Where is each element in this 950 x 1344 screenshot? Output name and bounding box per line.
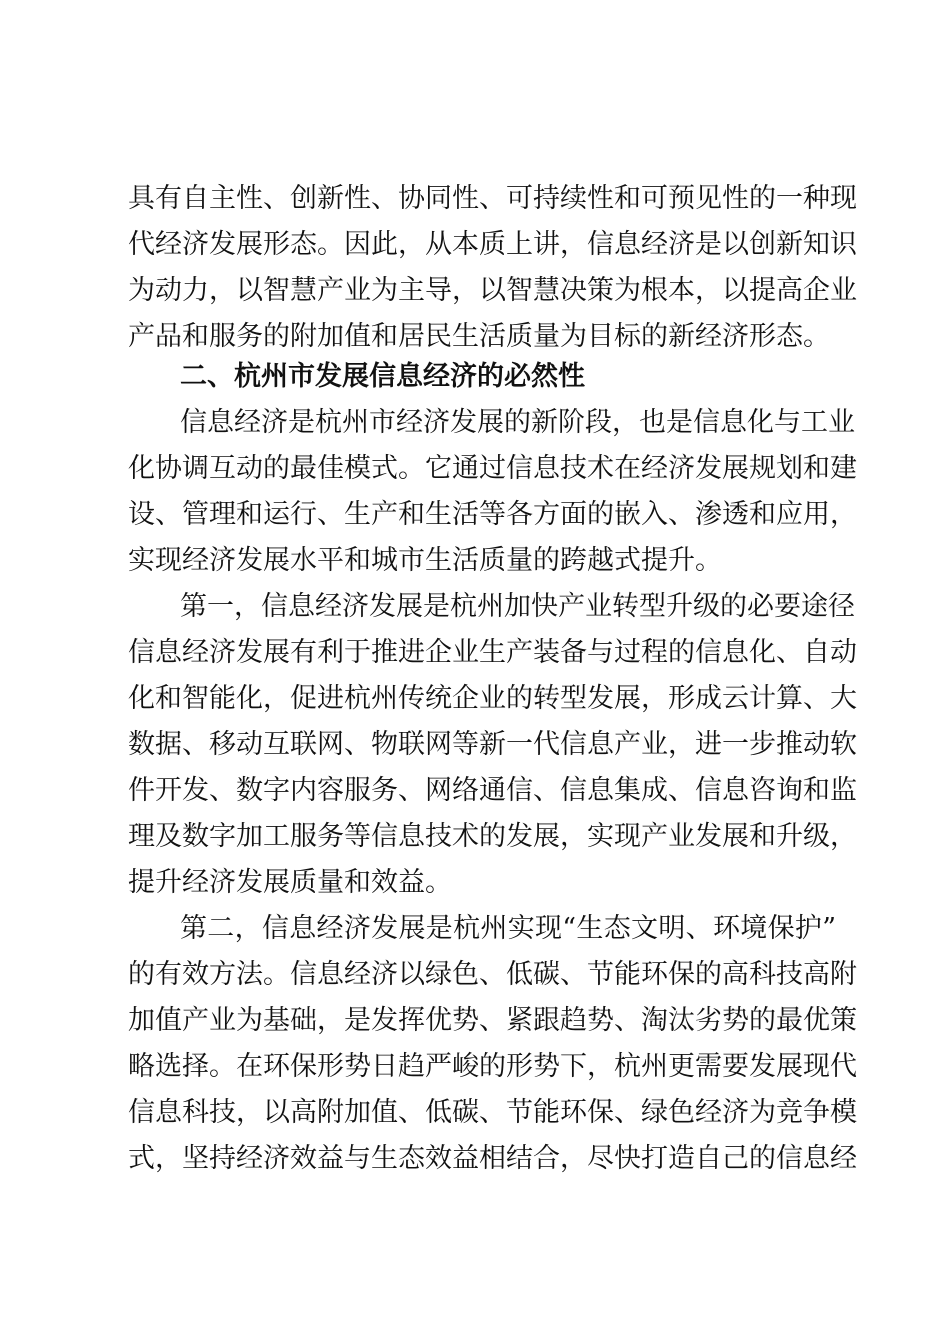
text-line: 代经济发展形态。因此，从本质上讲，信息经济是以创新知识 — [128, 229, 857, 260]
text-line: 实现经济发展水平和城市生活质量的跨越式提升。 — [128, 545, 722, 576]
text-line: 设、管理和运行、生产和生活等各方面的嵌入、渗透和应用， — [128, 499, 857, 530]
text-line: 信息经济发展有利于推进企业生产装备与过程的信息化、自动 — [128, 637, 857, 668]
text-line: 化和智能化，促进杭州传统企业的转型发展，形成云计算、大 — [128, 683, 857, 714]
text-line: 为动力，以智慧产业为主导，以智慧决策为根本，以提高企业 — [128, 275, 857, 306]
text-line: 式，坚持经济效益与生态效益相结合，尽快打造自己的信息经 — [128, 1143, 857, 1174]
text-line: 提升经济发展质量和效益。 — [128, 867, 452, 898]
section-heading: 二、杭州市发展信息经济的必然性 — [180, 361, 585, 392]
text-line: 产品和服务的附加值和居民生活质量为目标的新经济形态。 — [128, 321, 830, 352]
text-line: 化协调互动的最佳模式。它通过信息技术在经济发展规划和建 — [128, 453, 857, 484]
text-line: 件开发、数字内容服务、网络通信、信息集成、信息咨询和监 — [128, 775, 857, 806]
text-line: 信息科技，以高附加值、低碳、节能环保、绿色经济为竞争模 — [128, 1097, 857, 1128]
text-line: 具有自主性、创新性、协同性、可持续性和可预见性的一种现 — [128, 183, 857, 214]
text-line: 第二，信息经济发展是杭州实现“生态文明、环境保护” — [180, 913, 836, 944]
text-line: 理及数字加工服务等信息技术的发展，实现产业发展和升级， — [128, 821, 857, 852]
text-line: 略选择。在环保形势日趋严峻的形势下，杭州更需要发展现代 — [128, 1051, 857, 1082]
text-line: 数据、移动互联网、物联网等新一代信息产业，进一步推动软 — [128, 729, 857, 760]
text-line: 加值产业为基础，是发挥优势、紧跟趋势、淘汰劣势的最优策 — [128, 1005, 857, 1036]
text-line: 第一，信息经济发展是杭州加快产业转型升级的必要途径 — [180, 591, 855, 622]
text-line: 的有效方法。信息经济以绿色、低碳、节能环保的高科技高附 — [128, 959, 857, 990]
text-line: 信息经济是杭州市经济发展的新阶段，也是信息化与工业 — [180, 407, 855, 438]
